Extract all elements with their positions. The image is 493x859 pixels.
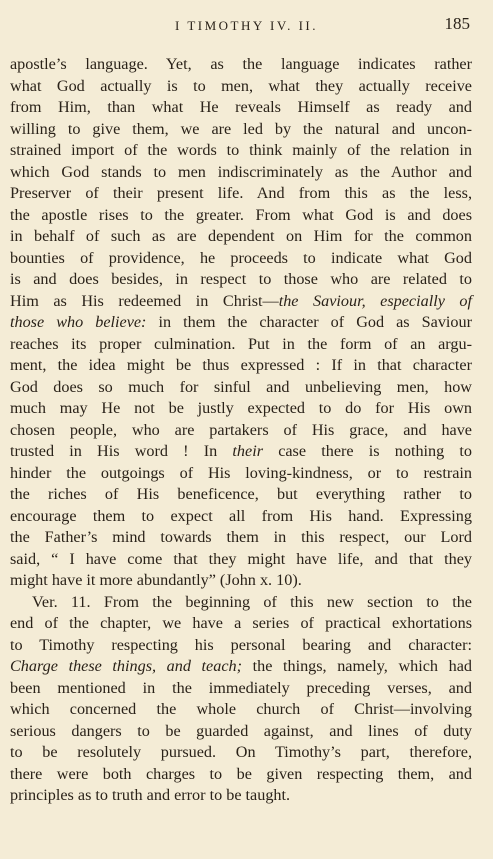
text-line: bounties of providence, he proceeds to indicate what God — [10, 248, 472, 267]
text-line: which concerned the whole church of Christ—involving — [10, 700, 472, 718]
text-line: to be resolutely pursued. On Timothy’s part, therefore, — [10, 743, 472, 761]
running-title: I TIMOTHY IV. II. — [175, 18, 318, 33]
text-line: in behalf of such as are dependent on Him for the common — [10, 227, 472, 245]
italic-word: their — [232, 442, 263, 460]
text-line: the Father’s mind towards them in this respect, our Lord — [10, 528, 472, 546]
text-line: what God actually is to men, what they actually receive — [10, 76, 472, 95]
italic-quote: the Saviour, especially of — [278, 291, 473, 310]
text-line: Preserver of their present life. And from this as the less, — [10, 184, 472, 202]
page-number: 185 — [444, 14, 470, 33]
text-line: principles as to truth and error to be taught. — [10, 786, 291, 804]
text-line: reaches its proper culmination. Put in the form of an argu- — [10, 334, 472, 353]
text-line: there were both charges to be given respecting them, and — [10, 764, 472, 783]
text-line: chosen people, who are partakers of His grace, and have — [10, 420, 472, 439]
text-line: the apostle rises to the greater. From what God is and does — [10, 205, 472, 224]
italic-quote: Charge these things, and teach; — [10, 657, 242, 675]
text-line: serious dangers to be guarded against, and lines of duty — [10, 721, 472, 740]
text-run: trusted in His word ! In — [10, 442, 233, 460]
text-line: strained import of the words to think mainly of the relation in — [10, 141, 472, 159]
italic-quote: those who believe: — [10, 313, 147, 331]
text-line: willing to give them, we are led by the natural and uncon- — [10, 119, 472, 138]
text-run: case there is nothing to — [263, 442, 473, 460]
text-line: encourage them to expect all from His hand. Expressing — [10, 506, 472, 525]
text-line: God does so much for sinful and unbelieving men, how — [10, 377, 472, 396]
text-line: hinder the outgoings of His loving-kindness, or to restrain — [10, 463, 472, 482]
text-line: Ver. 11. From the beginning of this new section to the — [32, 592, 472, 611]
text-line — [10, 656, 472, 678]
text-line: said, “ I have come that they might have life, and that they — [10, 549, 472, 568]
text-run: the things, namely, which had — [242, 657, 472, 675]
page-header — [0, 14, 493, 36]
text-line: the riches of His beneficence, but everything rather to — [10, 485, 472, 503]
text-run: in them the character of God as Saviour — [146, 313, 472, 331]
text-line: to Timothy respecting his personal bearing and character: — [10, 635, 472, 654]
text-line: apostle’s language. Yet, as the language indicates rather — [10, 55, 472, 73]
text-line: which God stands to men indiscriminately as the Author and — [10, 162, 472, 181]
text-line: might have it more abundantly” (John x. 10). — [10, 571, 302, 589]
text-line: much may He not be justly expected to do for His own — [10, 399, 472, 417]
text-line: been mentioned in the immediately preceding verses, and — [10, 678, 472, 697]
text-run: Him as His redeemed in Christ— — [10, 291, 279, 310]
text-line: is and does besides, in respect to those who are related to — [10, 270, 472, 288]
text-line: from Him, than what He reveals Himself as ready and — [10, 98, 472, 116]
paragraph-1 — [10, 54, 472, 592]
text-line — [10, 291, 472, 313]
text-line — [10, 312, 472, 334]
text-line: end of the chapter, we have a series of practical exhortations — [10, 614, 472, 632]
text-line: ment, the idea might be thus expressed : If in that character — [10, 356, 472, 374]
body-text — [10, 54, 472, 807]
text-line — [10, 441, 472, 463]
paragraph-2 — [10, 592, 472, 807]
